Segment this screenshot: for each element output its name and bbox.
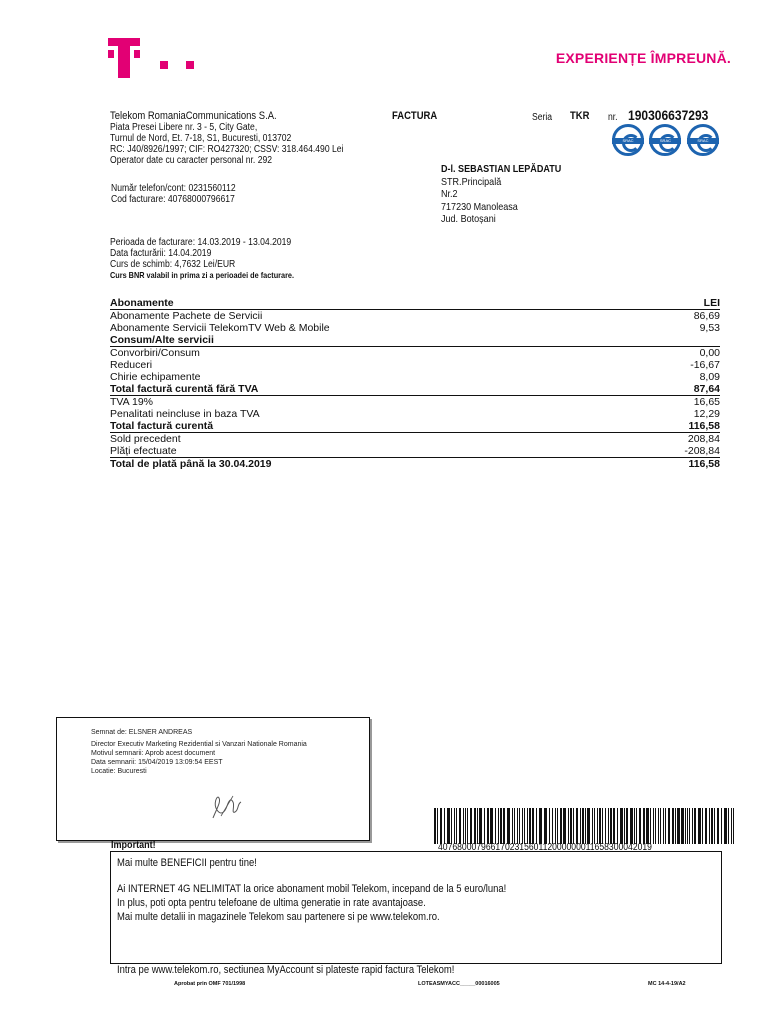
billing-code: Cod facturare: 40768000796617: [111, 194, 235, 205]
barcode-bar: [724, 808, 727, 844]
barcode-bar: [549, 808, 550, 844]
barcode-bar: [663, 808, 664, 844]
barcode-bar: [467, 808, 468, 844]
barcode-bar: [568, 808, 569, 844]
barcode-bar: [597, 808, 598, 844]
barcode-bar: [650, 808, 651, 844]
barcode-bar: [617, 808, 618, 844]
table-row: [110, 383, 720, 396]
important-line-4: Mai multe detalii in magazinele Telekom sau partenere si pe www.telekom.ro.: [117, 911, 440, 923]
item-label: Consum/Alte servicii: [110, 334, 635, 347]
barcode-bar: [672, 808, 674, 844]
barcode-bar: [479, 808, 482, 844]
table-row: [110, 334, 720, 347]
barcode-bar: [557, 808, 558, 844]
certification-seal-icon: SRAC: [649, 124, 681, 156]
barcode-bar: [532, 808, 534, 844]
barcode-bar: [570, 808, 572, 844]
barcode-bar: [653, 808, 654, 844]
barcode-bar: [675, 808, 676, 844]
signed-by: Semnat de: ELSNER ANDREAS: [91, 729, 193, 736]
barcode-bar: [585, 808, 586, 844]
company-address-1: Piata Presei Libere nr. 3 - 5, City Gate,: [110, 122, 258, 133]
table-row: [110, 445, 720, 458]
table-row: [110, 458, 720, 471]
barcode-bar: [624, 808, 625, 844]
item-value: [635, 334, 720, 347]
customer-block: [441, 163, 581, 226]
barcode-bar: [733, 808, 734, 844]
customer-county: Jud. Botoșani: [441, 213, 496, 225]
barcode-bar: [630, 808, 633, 844]
table-row: [110, 359, 720, 371]
barcode-bar: [728, 808, 729, 844]
item-value: 8,09: [699, 371, 720, 383]
footer-code: MC 14-4-19/A2: [648, 981, 686, 987]
customer-name: D-l. SEBASTIAN LEPĂDATU: [441, 163, 562, 175]
series-label: Seria: [532, 112, 553, 123]
company-data-operator: Operator date cu caracter personal nr. 292: [110, 155, 273, 166]
certification-seal-icon: SRAC: [612, 124, 644, 156]
important-box: [110, 851, 722, 964]
barcode-bar: [454, 808, 455, 844]
item-label: Plăți efectuate: [110, 445, 177, 457]
barcode-bar: [552, 808, 553, 844]
certification-seal-icon: SRAC: [687, 124, 719, 156]
item-value: 86,69: [693, 310, 720, 322]
bnr-note: Curs BNR valabil in prima zi a perioadei de facturare.: [110, 270, 295, 280]
barcode-bar: [655, 808, 656, 844]
account-block: [111, 183, 256, 205]
barcode-bar: [456, 808, 457, 844]
barcode-bar: [694, 808, 696, 844]
barcode-bar: [687, 808, 688, 844]
item-label: Penalitati neincluse in baza TVA: [110, 408, 260, 420]
barcode-bar: [437, 808, 438, 844]
barcode-bar: [536, 808, 537, 844]
logo-dots: [160, 56, 212, 74]
barcode-bar: [560, 808, 562, 844]
barcode-bar: [580, 808, 581, 844]
barcode-bar: [685, 808, 686, 844]
footer-approval: Aprobat prin OMF 701/1998: [174, 981, 246, 987]
company-name: Telekom RomaniaCommunications S.A.: [110, 110, 277, 122]
barcode-bar: [495, 808, 496, 844]
barcode-bar: [634, 808, 635, 844]
barcode-bar: [507, 808, 510, 844]
barcode-bar: [711, 808, 713, 844]
item-label: Chirie echipamente: [110, 371, 201, 383]
barcode-bar: [522, 808, 523, 844]
barcode-bar: [434, 808, 436, 844]
table-row: [110, 396, 720, 409]
signer-role: Director Executiv Marketing Rezidential si Vanzari Nationale Romania: [91, 741, 307, 748]
barcode-bar: [498, 808, 499, 844]
barcode-bar: [608, 808, 609, 844]
barcode-bar: [519, 808, 520, 844]
nr-label: nr.: [608, 112, 618, 123]
invoice-date: Data facturării: 14.04.2019: [110, 248, 212, 259]
barcode-bar: [573, 808, 574, 844]
barcode-bar: [517, 808, 518, 844]
table-row: [110, 408, 720, 420]
table-row: [110, 347, 720, 360]
barcode-bar: [465, 808, 466, 844]
table-row: [110, 420, 720, 433]
barcode-bar: [544, 808, 547, 844]
barcode-bar: [658, 808, 659, 844]
barcode-bar: [512, 808, 513, 844]
barcode-bar: [529, 808, 531, 844]
barcode-bar: [539, 808, 542, 844]
invoice-series: TKR: [570, 110, 590, 122]
barcode-bar: [660, 808, 661, 844]
barcode-bar: [587, 808, 590, 844]
barcode-bar: [714, 808, 715, 844]
barcode-bar: [484, 808, 485, 844]
sign-reason: Motivul semnarii: Aprob acest document: [91, 750, 216, 757]
table-row: [110, 297, 720, 310]
sign-location: Locatie: Bucuresti: [91, 768, 147, 775]
item-value: 208,84: [687, 433, 720, 445]
item-value: LEI: [635, 297, 720, 310]
item-label: Abonamente: [110, 297, 635, 310]
barcode-bar: [474, 808, 476, 844]
important-line-2: Ai INTERNET 4G NELIMITAT la orice abonament mobil Telekom, incepand de la 5 euro/luna!: [117, 883, 507, 895]
important-line-1: Mai multe BENEFICII pentru tine!: [117, 857, 257, 869]
item-label: Total factură curentă fără TVA: [110, 383, 635, 396]
barcode-bar: [440, 808, 442, 844]
item-label: TVA 19%: [110, 396, 153, 408]
barcode-bar: [602, 808, 603, 844]
barcode-bar: [447, 808, 450, 844]
barcode-bar: [705, 808, 707, 844]
barcode-bar: [576, 808, 578, 844]
barcode-bar: [477, 808, 478, 844]
customer-city: 717230 Manoleasa: [441, 200, 518, 213]
table-row: [110, 322, 720, 334]
item-label: Sold precedent: [110, 433, 181, 445]
barcode-bar: [451, 808, 452, 844]
table-row: [110, 310, 720, 323]
barcode-bar: [514, 808, 515, 844]
item-value: -208,84: [684, 445, 720, 457]
item-value: 9,53: [699, 322, 720, 334]
exchange-rate: Curs de schimb: 4,7632 Lei/EUR: [110, 259, 236, 270]
handwritten-signature: [207, 788, 247, 824]
barcode-bar: [610, 808, 612, 844]
certification-logos: [612, 124, 720, 161]
item-value: 16,65: [693, 396, 720, 408]
barcode-bar: [731, 808, 732, 844]
items-table: [110, 297, 720, 470]
period-block: [110, 237, 324, 280]
barcode-bar: [639, 808, 641, 844]
table-row: [110, 433, 720, 446]
barcode-bar: [555, 808, 556, 844]
sign-date: Data semnarii: 15/04/2019 13:09:54 EEST: [91, 759, 223, 766]
barcode-bar: [681, 808, 684, 844]
barcode-bar: [605, 808, 606, 844]
barcode-bar: [692, 808, 693, 844]
barcode-bar: [594, 808, 595, 844]
barcode-bar: [599, 808, 601, 844]
barcode-bar: [487, 808, 489, 844]
barcode-bar: [689, 808, 690, 844]
company-registration: RC: J40/8926/1997; CIF: RO427320; CSSV: 318.464.490 Lei: [110, 144, 344, 155]
brand-slogan: EXPERIENȚE ÎMPREUNĂ.: [555, 50, 731, 66]
barcode-bar: [721, 808, 722, 844]
barcode-bar: [636, 808, 637, 844]
barcode-bar: [698, 808, 701, 844]
table-row: [110, 371, 720, 383]
barcode-bar: [620, 808, 623, 844]
item-value: 87,64: [635, 383, 720, 396]
item-label: Abonamente Pachete de Servicii: [110, 310, 263, 322]
footer-lot: LOTEASMYACC_____00016005: [418, 981, 500, 987]
barcode-bar: [490, 808, 493, 844]
phone-account: Număr telefon/cont: 0231560112: [111, 183, 236, 194]
item-label: Convorbiri/Consum: [110, 347, 200, 359]
myaccount-note: Intra pe www.telekom.ro, sectiunea MyAccount si plateste rapid factura Telekom!: [117, 964, 455, 976]
barcode-bar: [717, 808, 719, 844]
item-label: Reduceri: [110, 359, 153, 371]
item-value: 116,58: [635, 458, 720, 471]
barcode-bar: [646, 808, 649, 844]
barcode-bar: [563, 808, 566, 844]
digital-signature-box: [56, 717, 370, 841]
company-address-2: Turnul de Nord, Et. 7-18, S1, Bucuresti, 013702: [110, 133, 292, 144]
barcode-bar: [702, 808, 703, 844]
important-line-3: In plus, poti opta pentru telefoane de ultima generatie in rate avantajoase.: [117, 897, 426, 909]
item-label: Abonamente Servicii TelekomTV Web & Mobile: [110, 322, 330, 334]
barcode-bar: [665, 808, 666, 844]
barcode-bar: [500, 808, 502, 844]
item-value: 116,58: [635, 420, 720, 433]
barcode-number: 407680007966170231560112000000011658300042019: [438, 842, 652, 853]
barcode-bar: [444, 808, 445, 844]
barcode-bar: [470, 808, 472, 844]
barcode-bar: [668, 808, 670, 844]
barcode: [434, 808, 738, 844]
barcode-bar: [643, 808, 645, 844]
barcode-bar: [626, 808, 628, 844]
barcode-bar: [677, 808, 680, 844]
item-value: 0,00: [699, 347, 720, 359]
barcode-bar: [582, 808, 584, 844]
barcode-bar: [527, 808, 528, 844]
company-block: [110, 111, 381, 166]
billing-period: Perioada de facturare: 14.03.2019 - 13.04.2019: [110, 237, 292, 248]
barcode-bar: [503, 808, 505, 844]
item-label: Total de plată până la 30.04.2019: [110, 458, 635, 471]
important-title: Important!: [111, 839, 156, 851]
customer-nr: Nr.2: [441, 188, 458, 200]
barcode-bar: [613, 808, 615, 844]
barcode-bar: [459, 808, 461, 844]
customer-street: STR.Principală: [441, 175, 502, 188]
item-value: 12,29: [693, 408, 720, 420]
barcode-bar: [463, 808, 464, 844]
item-value: -16,67: [690, 359, 720, 371]
invoice-title: FACTURA: [392, 110, 438, 122]
barcode-bar: [709, 808, 710, 844]
item-label: Total factură curentă: [110, 420, 635, 433]
barcode-bar: [524, 808, 525, 844]
barcode-bar: [592, 808, 593, 844]
invoice-number: 190306637293: [628, 107, 709, 123]
invoice-items: [110, 297, 720, 470]
